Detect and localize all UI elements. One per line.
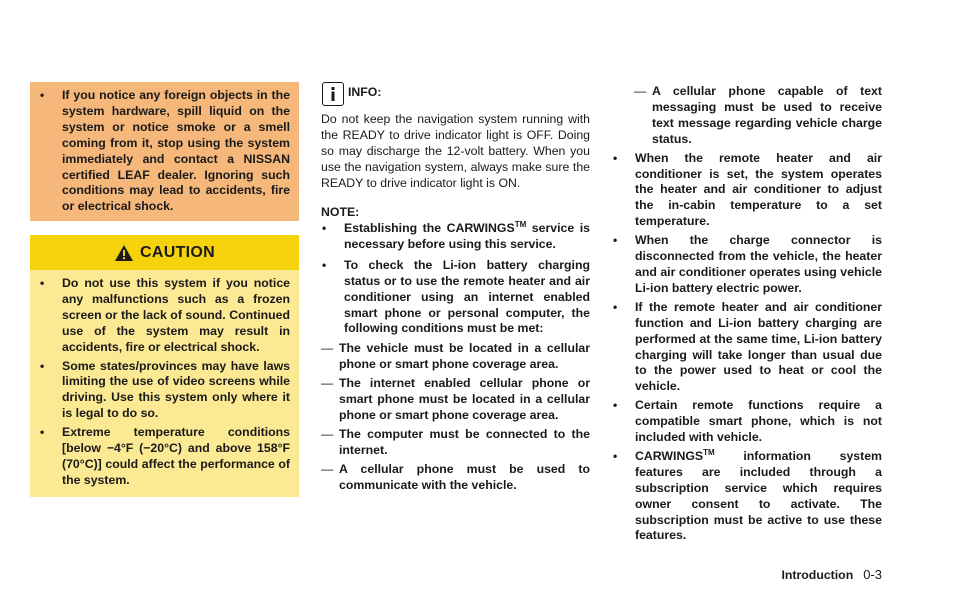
info-header: [321, 80, 590, 106]
note-item: [321, 258, 590, 494]
info-title: INFO:: [348, 85, 382, 99]
middle-column: [321, 80, 590, 497]
conditions-list-continued: [634, 84, 882, 148]
note-item-text: service is necessary before using this service.: [344, 221, 590, 251]
warning-triangle-icon: [114, 244, 134, 262]
right-column: [612, 84, 882, 547]
condition-item: — A cellular phone must be used to communicate with the vehicle.: [321, 462, 590, 494]
caution-title: CAUTION: [140, 243, 215, 261]
condition-item: — The vehicle must be located in a cellular phone or smart phone coverage area.: [321, 341, 590, 373]
caution-item: • Do not use this system if you notice any malfunctions such as a frozen screen or the lack of sound. Continued use of the system may result in accidents, fire or electrical shock.: [39, 276, 290, 356]
note-label: NOTE:: [321, 205, 360, 219]
info-text: Do not keep the navigation system running with the READY to drive indicator light is OFF. Doing so may discharge the 12-volt battery. When you use the navigation system, always make sure the READY to drive indicator light is ON.: [321, 112, 590, 190]
warning-list: [39, 88, 290, 215]
info-icon: [322, 82, 344, 106]
list-item: [612, 449, 882, 544]
conditions-list: [321, 341, 590, 493]
caution-header: [30, 235, 299, 270]
note-item-text: To check the Li-ion battery charging status or to use the remote heater and air conditioner using an internet enabled smart phone or personal computer, the following conditions must be met:: [344, 257, 590, 336]
note-item-text: Establishing the CARWINGS: [344, 221, 515, 235]
note-list: [321, 221, 590, 494]
note-item: [321, 221, 590, 253]
condition-item: — The internet enabled cellular phone or smart phone must be located in a cellular phone or smart phone coverage area.: [321, 376, 590, 424]
list-item: • When the remote heater and air conditioner is set, the system operates the heater and air conditioner to adjust the in-cabin temperature to a set temperature.: [612, 151, 882, 231]
caution-item: • Some states/provinces may have laws limiting the use of video screens while driving. Use this system only where it is legal to do so.: [39, 359, 290, 423]
trademark-sup: TM: [514, 219, 527, 229]
caution-list: [39, 276, 290, 489]
condition-item: — The computer must be connected to the internet.: [321, 427, 590, 459]
list-item: • Certain remote functions require a compatible smart phone, which is not included with vehicle.: [612, 398, 882, 446]
page-number: 0-3: [863, 567, 882, 582]
list-item: • When the charge connector is disconnected from the vehicle, the heater and air conditioner operates using vehicle Li-ion battery electric power.: [612, 233, 882, 297]
section-name: Introduction: [781, 568, 854, 582]
caution-body: [30, 270, 299, 497]
page-footer: [781, 567, 882, 582]
warning-item: • If you notice any foreign objects in the system hardware, spill liquid on the system or notice smoke or a smell coming from it, stop using the system immediately and contact a NISSAN certified LEAF dealer. Ignoring such conditions may lead to accidents, fire or electrical shock.: [39, 88, 290, 215]
list-item: • If the remote heater and air conditioner function and Li-ion battery charging are performed at the same time, Li-ion battery charging will take longer than usual due to the power used to heat or cool the vehicle.: [612, 300, 882, 395]
caution-item: • Extreme temperature conditions [below −4°F (−20°C) and above 158°F (70°C)] could affect the performance of the system.: [39, 425, 290, 489]
list-item-text: information system features are included through a subscription service which requires owner consent to activate. The subscription must be active to use these features.: [635, 448, 882, 543]
right-bullet-list: [612, 151, 882, 545]
condition-item: — A cellular phone capable of text messaging must be used to receive text message regarding vehicle charge status.: [634, 84, 882, 148]
list-item-text: CARWINGS: [635, 448, 704, 463]
trademark-sup: TM: [703, 447, 715, 457]
warning-box: [30, 82, 299, 221]
